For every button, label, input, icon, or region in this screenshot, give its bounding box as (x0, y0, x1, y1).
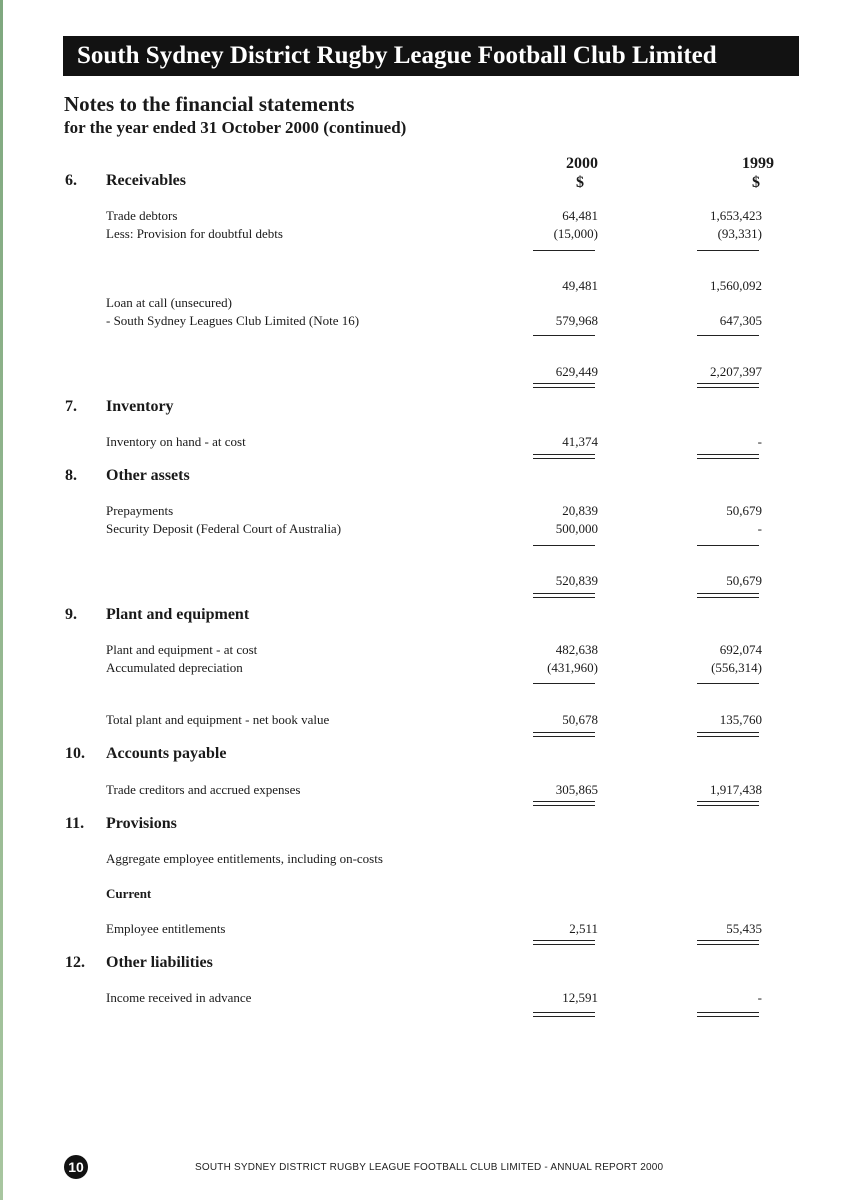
total-double-rule (697, 732, 759, 737)
total-double-rule (533, 801, 595, 806)
total-double-rule (697, 1012, 759, 1017)
row-label-provision-doubtful-debts: Less: Provision for doubtful debts (106, 226, 283, 241)
column-unit-2000: $ (576, 174, 584, 191)
footer-text: SOUTH SYDNEY DISTRICT RUGBY LEAGUE FOOTBALL CLUB LIMITED - ANNUAL REPORT 2000 (195, 1162, 664, 1173)
section-number: 9. (65, 606, 77, 623)
total-double-rule (697, 383, 759, 388)
column-header-2000 (508, 154, 598, 192)
subtotal-rule (533, 335, 595, 336)
total-double-rule (533, 732, 595, 737)
value-1999: 55,435 (726, 921, 762, 936)
value-2000: 41,374 (562, 434, 598, 449)
total-double-rule (697, 593, 759, 598)
section-title-other-liabilities: Other liabilities (106, 954, 213, 971)
section-number: 8. (65, 467, 77, 484)
subtotal-rule (533, 545, 595, 546)
subtotal-rule (697, 683, 759, 684)
row-label-employee-entitlements: Employee entitlements (106, 921, 226, 936)
subtotal-1999: 1,560,092 (710, 278, 762, 293)
value-1999: 647,305 (719, 313, 762, 328)
column-year-2000: 2000 (566, 155, 598, 172)
row-label-trade-creditors: Trade creditors and accrued expenses (106, 782, 301, 797)
total-2000: 50,678 (562, 712, 598, 727)
total-double-rule (697, 940, 759, 945)
row-label-plant-at-cost: Plant and equipment - at cost (106, 642, 258, 657)
value-1999: 50,679 (726, 503, 762, 518)
section-number: 6. (65, 172, 77, 189)
section-number: 7. (65, 398, 77, 415)
row-label-loan-at-call: Loan at call (unsecured) (106, 295, 232, 310)
row-label-income-in-advance: Income received in advance (106, 990, 252, 1005)
subtotal-2000: 49,481 (562, 278, 598, 293)
total-1999: 50,679 (726, 573, 762, 588)
column-year-1999: 1999 (742, 155, 774, 172)
value-2000: (15,000) (553, 226, 598, 241)
row-label-security-deposit: Security Deposit (Federal Court of Australia) (106, 521, 342, 536)
value-1999: 692,074 (719, 642, 762, 657)
subtotal-rule (697, 250, 759, 251)
header-title: South Sydney District Rugby League Football Club Limited (77, 42, 717, 69)
total-2000: 629,449 (555, 364, 598, 379)
row-label-accumulated-depreciation: Accumulated depreciation (106, 660, 243, 675)
total-1999: 135,760 (719, 712, 762, 727)
subtotal-rule (533, 683, 595, 684)
row-label-leagues-club: - South Sydney Leagues Club Limited (Note 16) (106, 313, 360, 328)
section-title-other-assets: Other assets (106, 467, 190, 484)
section-title-receivables: Receivables (106, 172, 186, 189)
page-number-badge: 10 (64, 1155, 88, 1179)
value-2000: (431,960) (547, 660, 598, 675)
value-1999: - (757, 990, 762, 1005)
page-edge (0, 0, 3, 1200)
subheading-current: Current (106, 886, 152, 901)
document-header (63, 36, 799, 76)
total-double-rule (533, 454, 595, 459)
section-number: 10. (65, 745, 85, 762)
value-2000: 579,968 (555, 313, 598, 328)
value-2000: 500,000 (555, 521, 598, 536)
section-title-accounts-payable: Accounts payable (106, 745, 227, 762)
subtotal-rule (533, 250, 595, 251)
notes-title: Notes to the financial statements (64, 92, 355, 116)
value-1999: - (757, 521, 762, 536)
value-2000: 305,865 (555, 782, 598, 797)
subtotal-rule (697, 335, 759, 336)
row-label-trade-debtors: Trade debtors (106, 208, 178, 223)
section-title-plant-and-equipment: Plant and equipment (106, 606, 250, 623)
total-double-rule (533, 383, 595, 388)
section-number: 11. (65, 815, 85, 832)
section-title-inventory: Inventory (106, 398, 174, 415)
total-double-rule (697, 454, 759, 459)
value-2000: 12,591 (562, 990, 598, 1005)
column-header-1999 (684, 154, 774, 192)
row-label-inventory-on-hand: Inventory on hand - at cost (106, 434, 246, 449)
total-2000: 520,839 (555, 573, 598, 588)
total-double-rule (533, 1012, 595, 1017)
value-2000: 2,511 (569, 921, 598, 936)
total-1999: 2,207,397 (710, 364, 762, 379)
total-double-rule (533, 593, 595, 598)
value-1999: 1,917,438 (710, 782, 762, 797)
section-number: 12. (65, 954, 85, 971)
subtotal-rule (697, 545, 759, 546)
column-unit-1999: $ (752, 174, 760, 191)
row-label-prepayments: Prepayments (106, 503, 174, 518)
value-1999: (93,331) (717, 226, 762, 241)
total-double-rule (533, 940, 595, 945)
total-double-rule (697, 801, 759, 806)
value-2000: 482,638 (555, 642, 598, 657)
row-label-aggregate-entitlements: Aggregate employee entitlements, including on-costs (106, 851, 383, 866)
value-2000: 64,481 (562, 208, 598, 223)
value-1999: - (757, 434, 762, 449)
section-title-provisions: Provisions (106, 815, 177, 832)
value-2000: 20,839 (562, 503, 598, 518)
notes-subtitle: for the year ended 31 October 2000 (continued) (64, 118, 407, 137)
row-label-total-plant-net-book-value: Total plant and equipment - net book value (106, 712, 330, 727)
value-1999: (556,314) (711, 660, 762, 675)
value-1999: 1,653,423 (710, 208, 762, 223)
